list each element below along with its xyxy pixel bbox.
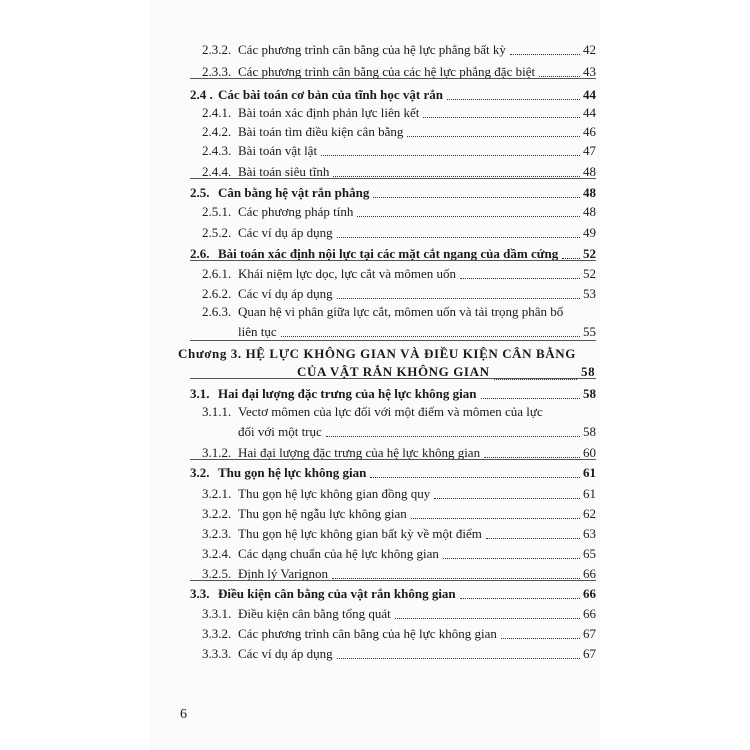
toc-entry-title: Bài toán siêu tĩnh [238, 164, 330, 179]
toc-entry[interactable] [202, 140, 596, 162]
toc-entry-page: 66 [583, 606, 596, 621]
toc-entry-number: 3.2.3. [202, 526, 232, 541]
toc-entry[interactable] [202, 401, 596, 443]
section-divider [190, 340, 596, 341]
toc-entry-number: 2.6.2. [202, 286, 232, 301]
toc-entry-page: 42 [583, 42, 596, 57]
toc-entry-title: Điều kiện cân bằng của vật rắn không gian [218, 586, 456, 601]
toc-entry[interactable] [202, 623, 596, 645]
toc-leader-dots [357, 216, 580, 217]
toc-entry-title: Thu gọn hệ ngẫu lực không gian [238, 506, 407, 521]
toc-leader-dots [321, 155, 580, 156]
toc-leader-dots [423, 117, 580, 118]
page-number: 6 [180, 707, 187, 722]
toc-leader-dots [484, 457, 580, 458]
toc-entry-title: Định lý Varignon [238, 566, 329, 581]
toc-leader-dots [443, 558, 580, 559]
toc-entry-title: Thu gọn hệ lực không gian đồng quy [238, 486, 431, 501]
toc-entry[interactable] [202, 39, 596, 61]
toc-entry-page: 44 [583, 87, 596, 102]
toc-entry[interactable] [202, 483, 596, 505]
toc-entry-page: 48 [583, 204, 596, 219]
toc-entry-number: 3.3.3. [202, 646, 232, 661]
toc-entry[interactable] [202, 61, 596, 83]
toc-entry-number: 2.4.2. [202, 124, 232, 139]
toc-entry[interactable] [202, 442, 596, 464]
toc-entry-page: 58 [583, 386, 596, 401]
toc-leader-dots [510, 54, 580, 55]
toc-entry-page: 46 [583, 124, 596, 139]
toc-entry-page: 66 [583, 566, 596, 581]
toc-entry[interactable] [202, 643, 596, 665]
toc-entry-title: Hai đại lượng đặc trưng của hệ lực không gian [238, 445, 481, 460]
toc-entry-page: 44 [583, 105, 596, 120]
toc-entry-title: Quan hệ vi phân giữa lực cắt, mômen uốn và tải trọng phân bố [238, 304, 564, 319]
toc-leader-dots [411, 518, 580, 519]
toc-entry-page: 63 [583, 526, 596, 541]
toc-entry-number: 2.3.3. [202, 64, 232, 79]
toc-entry-page: 48 [583, 185, 596, 200]
toc-entry-page: 48 [583, 164, 596, 179]
toc-entry-title: Điều kiện cân bằng tổng quát [238, 606, 391, 621]
toc-leader-dots [395, 618, 580, 619]
section-divider [190, 78, 596, 79]
toc-leader-dots [460, 278, 580, 279]
toc-entry-title: Các phương trình cân bằng của hệ lực không gian [238, 626, 497, 641]
section-divider [190, 260, 596, 261]
toc-entry-page: 61 [583, 465, 596, 480]
chapter-3-title-line-1: Chương 3. HỆ LỰC KHÔNG GIAN VÀ ĐIỀU KIỆN CÂN BẰNG [178, 346, 576, 361]
toc-leader-dots [333, 176, 580, 177]
toc-entry-page: 55 [583, 324, 596, 339]
toc-entry[interactable] [190, 462, 596, 484]
toc-entry-title: Các phương trình cân bằng của các hệ lực phẳng đặc biệt [238, 64, 536, 79]
toc-entry[interactable] [202, 523, 596, 545]
toc-entry-number: 3.3.1. [202, 606, 232, 621]
toc-leader-dots [434, 498, 580, 499]
toc-entry[interactable] [190, 583, 596, 605]
toc-entry[interactable] [202, 301, 596, 343]
toc-entry-title: Các phương pháp tính [238, 204, 354, 219]
toc-entry-title: Bài toán xác định phản lực liên kết [238, 105, 420, 120]
toc-entry-number: 2.3.2. [202, 42, 232, 57]
toc-entry-number: 2.6. [190, 246, 210, 261]
toc-entry[interactable] [202, 503, 596, 525]
toc-leader-dots [562, 258, 580, 259]
toc-leader-dots [337, 237, 580, 238]
toc-entry-page: 52 [583, 266, 596, 281]
toc-entry-title: Bài toán xác định nội lực tại các mặt cắt ngang của dầm cứng [218, 246, 559, 261]
toc-entry-number: 3.2.5. [202, 566, 232, 581]
toc-entry-title-continued: đối với một trục [238, 424, 322, 439]
toc-entry-title: Các bài toán cơ bản của tĩnh học vật rắn [218, 87, 443, 102]
toc-entry-title: Các ví dụ áp dụng [238, 646, 333, 661]
chapter-3-page: 58 [581, 364, 596, 379]
toc-entry-page: 65 [583, 546, 596, 561]
toc-entry-title: Cân bằng hệ vật rắn phẳng [218, 185, 370, 200]
section-divider [190, 178, 596, 179]
toc-entry-page: 66 [583, 586, 596, 601]
toc-entry-number: 3.3. [190, 586, 210, 601]
toc-entry-number: 3.2. [190, 465, 210, 480]
toc-leader-dots [539, 76, 580, 77]
toc-leader-dots [332, 578, 580, 579]
toc-entry-number: 2.4.3. [202, 143, 232, 158]
toc-entry-title-continued: liên tục [238, 324, 277, 339]
toc-entry[interactable] [202, 543, 596, 565]
toc-leader-dots [337, 658, 580, 659]
toc-entry[interactable] [202, 201, 596, 223]
toc-entry-title: Các ví dụ áp dụng [238, 286, 333, 301]
toc-entry-number: 3.2.2. [202, 506, 232, 521]
toc-entry-page: 58 [583, 424, 596, 439]
toc-entry-title: Bài toán vật lật [238, 143, 318, 158]
toc-entry-title: Thu gọn hệ lực không gian bất kỳ về một điểm [238, 526, 482, 541]
toc-entry-number: 2.4 . [190, 87, 213, 102]
toc-entry-number: 3.2.1. [202, 486, 232, 501]
toc-entry-page: 61 [583, 486, 596, 501]
toc-leader-dots [326, 436, 580, 437]
toc-leader-dots [447, 99, 580, 100]
toc-entry-page: 47 [583, 143, 596, 158]
toc-leader-dots [337, 298, 580, 299]
toc-entry-number: 3.1. [190, 386, 210, 401]
toc-leader-dots [370, 477, 580, 478]
toc-entry-number: 3.1.2. [202, 445, 232, 460]
toc-entry-number: 2.5.1. [202, 204, 232, 219]
toc-entry[interactable] [190, 243, 596, 265]
toc-entry-number: 3.1.1. [202, 404, 232, 419]
section-divider [190, 580, 596, 581]
toc-leader-dots [373, 197, 580, 198]
toc-leader-dots [460, 598, 580, 599]
toc-entry-number: 3.3.2. [202, 626, 232, 641]
toc-entry-title: Bài toán tìm điều kiện cân bằng [238, 124, 404, 139]
toc-leader-dots [486, 538, 580, 539]
toc-entry-title: Các phương trình cân bằng của hệ lực phẳng bất kỳ [238, 42, 506, 57]
toc-entry-page: 67 [583, 646, 596, 661]
toc-entry-page: 53 [583, 286, 596, 301]
toc-entry-title: Khái niệm lực dọc, lực cắt và mômen uốn [238, 266, 457, 281]
toc-leader-dots [501, 638, 580, 639]
chapter-3-leader [494, 379, 577, 380]
toc-entry[interactable] [202, 563, 596, 585]
toc-entry-page: 60 [583, 445, 596, 460]
toc-entry-title: Các dạng chuẩn của hệ lực không gian [238, 546, 439, 561]
chapter-3-title-line-2: CỦA VẬT RẮN KHÔNG GIAN [297, 364, 490, 379]
toc-entry-page: 52 [583, 246, 596, 261]
toc-entry-page: 43 [583, 64, 596, 79]
toc-leader-dots [407, 136, 580, 137]
toc-entry-page: 49 [583, 225, 596, 240]
toc-entry[interactable] [202, 161, 596, 183]
toc-entry-page: 62 [583, 506, 596, 521]
toc-entry[interactable] [202, 603, 596, 625]
section-divider [190, 459, 596, 460]
toc-entry-title: Vectơ mômen của lực đối với một điểm và mômen của lực [238, 404, 543, 419]
toc-entry-number: 3.2.4. [202, 546, 232, 561]
toc-entry-title: Thu gọn hệ lực không gian [218, 465, 367, 480]
toc-entry-number: 2.5.2. [202, 225, 232, 240]
toc-entry-number: 2.4.4. [202, 164, 232, 179]
toc-entry-number: 2.6.3. [202, 304, 232, 319]
toc-entry-number: 2.6.1. [202, 266, 232, 281]
toc-entry[interactable] [202, 222, 596, 244]
toc-entry-title: Hai đại lượng đặc trưng của hệ lực không gian [218, 386, 477, 401]
toc-leader-dots [281, 336, 580, 337]
toc-entry-title: Các ví dụ áp dụng [238, 225, 333, 240]
toc-entry[interactable] [202, 263, 596, 285]
toc-entry-page: 67 [583, 626, 596, 641]
toc-leader-dots [481, 398, 580, 399]
toc-entry-number: 2.5. [190, 185, 210, 200]
toc-entry-number: 2.4.1. [202, 105, 232, 120]
